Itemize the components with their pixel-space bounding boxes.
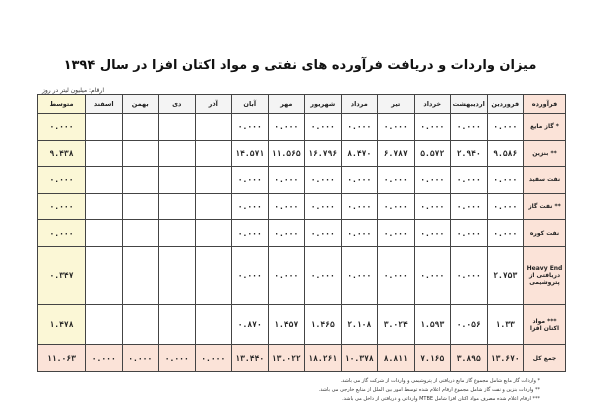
product-cell: جمع کل [524, 345, 566, 372]
table-row [38, 114, 566, 141]
table-row [38, 193, 566, 220]
value-cell [122, 114, 159, 141]
value-cell: ۰.۰۰۰ [305, 114, 342, 141]
unit-note: ارقام: میلیون لیتر در روز [42, 87, 104, 94]
page-title: میزان واردات و دریافت فرآورده های نفتی و مواد اکتان افزا در سال ۱۳۹۴ [63, 58, 537, 73]
product-cell: Heavy End دریافتی از پتروشیمی [524, 246, 566, 305]
column-header-month: خرداد [414, 95, 451, 114]
value-cell: ۳.۰۲۴ [378, 305, 415, 345]
footnote: * واردات گاز مایع شامل مجموع گاز مایع دریافتی از پتروشیمی و واردات از شرکت گاز می باشد. [340, 378, 540, 384]
value-cell: ۰.۰۰۰ [341, 114, 378, 141]
value-cell: ۰.۰۰۰ [159, 345, 196, 372]
value-cell: ۰.۰۰۰ [378, 114, 415, 141]
value-cell: ۰.۰۰۰ [451, 114, 488, 141]
value-cell: ۱۳.۴۴۰ [232, 345, 269, 372]
value-cell: ۳.۸۹۵ [451, 345, 488, 372]
value-cell: ۰.۰۰۰ [268, 220, 305, 247]
value-cell [86, 114, 123, 141]
value-cell: ۰.۰۰۰ [451, 167, 488, 194]
value-cell [86, 167, 123, 194]
product-cell: ** نفت گاز [524, 193, 566, 220]
column-header-month: آذر [195, 95, 232, 114]
column-header-month: دی [159, 95, 196, 114]
value-cell: ۰.۰۵۶ [451, 305, 488, 345]
total-row [38, 345, 566, 372]
value-cell: ۱۳.۶۷۰ [487, 345, 524, 372]
footnote: *** ارقام اعلام شده مصرف مواد اکتان افزا شامل MTBE وارداتی و دریافتی از داخل می باشد. [342, 396, 540, 402]
value-cell: ۰.۰۰۰ [451, 193, 488, 220]
value-cell: ۰.۰۰۰ [232, 114, 269, 141]
average-cell: ۰.۰۰۰ [38, 193, 86, 220]
product-cell: نفت کوره [524, 220, 566, 247]
average-cell: ۹.۴۳۸ [38, 140, 86, 167]
value-cell [159, 220, 196, 247]
value-cell: ۶.۷۸۷ [378, 140, 415, 167]
value-cell [86, 193, 123, 220]
value-cell: ۰.۰۰۰ [232, 167, 269, 194]
value-cell: ۱۱.۵۶۵ [268, 140, 305, 167]
value-cell: ۰.۰۰۰ [268, 193, 305, 220]
average-cell: ۰.۰۰۰ [38, 114, 86, 141]
product-cell: نفت سفید [524, 167, 566, 194]
value-cell: ۰.۰۰۰ [305, 246, 342, 305]
column-header-month: تیر [378, 95, 415, 114]
value-cell [122, 220, 159, 247]
table-row [38, 246, 566, 305]
average-cell: ۱.۴۷۸ [38, 305, 86, 345]
footnote: ** واردات بنزین و نفت گاز شامل مجموع ارقام اعلام شده توسط امور بین الملل از منابع خارجی می باشد. [318, 387, 540, 393]
value-cell [122, 246, 159, 305]
value-cell: ۰.۰۰۰ [487, 220, 524, 247]
value-cell [86, 220, 123, 247]
column-header-month: فروردین [487, 95, 524, 114]
value-cell [159, 246, 196, 305]
value-cell [159, 114, 196, 141]
value-cell: ۰.۰۰۰ [414, 220, 451, 247]
value-cell [195, 167, 232, 194]
table-row [38, 305, 566, 345]
value-cell [86, 305, 123, 345]
product-cell: ** بنزین [524, 140, 566, 167]
value-cell: ۰.۰۰۰ [487, 193, 524, 220]
value-cell: ۲.۱۰۸ [341, 305, 378, 345]
average-cell: ۰.۰۰۰ [38, 167, 86, 194]
header-row [38, 95, 566, 114]
value-cell: ۰.۰۰۰ [378, 220, 415, 247]
average-cell: ۱۱.۰۶۳ [38, 345, 86, 372]
value-cell [195, 114, 232, 141]
value-cell: ۸.۴۷۰ [341, 140, 378, 167]
table-row [38, 140, 566, 167]
value-cell: ۰.۰۰۰ [305, 167, 342, 194]
value-cell [195, 140, 232, 167]
product-cell: * گاز مایع [524, 114, 566, 141]
column-header-month: بهمن [122, 95, 159, 114]
value-cell: ۰.۰۰۰ [378, 167, 415, 194]
value-cell [122, 140, 159, 167]
column-header-month: مرداد [341, 95, 378, 114]
value-cell [86, 140, 123, 167]
value-cell: ۱.۳۳ [487, 305, 524, 345]
value-cell: ۰.۸۷۰ [232, 305, 269, 345]
value-cell: ۹.۵۸۶ [487, 140, 524, 167]
value-cell: ۰.۰۰۰ [378, 193, 415, 220]
product-cell: *** مواد اکتان افزا [524, 305, 566, 345]
value-cell: ۰.۰۰۰ [341, 193, 378, 220]
value-cell [86, 246, 123, 305]
value-cell [122, 167, 159, 194]
value-cell: ۰.۰۰۰ [232, 246, 269, 305]
value-cell: ۰.۰۰۰ [341, 246, 378, 305]
value-cell: ۰.۰۰۰ [86, 345, 123, 372]
value-cell: ۰.۰۰۰ [268, 114, 305, 141]
column-header-month: شهریور [305, 95, 342, 114]
table-row [38, 220, 566, 247]
value-cell: ۰.۰۰۰ [414, 246, 451, 305]
value-cell [195, 246, 232, 305]
value-cell [195, 220, 232, 247]
value-cell [159, 167, 196, 194]
table-row [38, 167, 566, 194]
column-header-month: اسفند [86, 95, 123, 114]
value-cell [195, 305, 232, 345]
value-cell: ۰.۰۰۰ [451, 246, 488, 305]
column-header-product: فرآورده [524, 95, 566, 114]
value-cell: ۰.۰۰۰ [414, 114, 451, 141]
value-cell: ۰.۰۰۰ [451, 220, 488, 247]
column-header-month: مهر [268, 95, 305, 114]
value-cell: ۱۳.۰۲۲ [268, 345, 305, 372]
value-cell [122, 193, 159, 220]
value-cell: ۰.۰۰۰ [341, 220, 378, 247]
value-cell: ۰.۰۰۰ [268, 246, 305, 305]
value-cell [159, 305, 196, 345]
value-cell: ۰.۰۰۰ [378, 246, 415, 305]
value-cell: ۱۶.۷۹۶ [305, 140, 342, 167]
data-table [37, 94, 566, 372]
value-cell: ۱.۴۵۷ [268, 305, 305, 345]
value-cell: ۰.۰۰۰ [487, 167, 524, 194]
value-cell [159, 140, 196, 167]
value-cell: ۰.۰۰۰ [232, 220, 269, 247]
value-cell [195, 193, 232, 220]
average-cell: ۰.۰۰۰ [38, 220, 86, 247]
value-cell: ۱.۴۶۵ [305, 305, 342, 345]
value-cell: ۱۰.۳۷۸ [341, 345, 378, 372]
value-cell: ۰.۰۰۰ [232, 193, 269, 220]
value-cell: ۰.۰۰۰ [341, 167, 378, 194]
value-cell: ۸.۸۱۱ [378, 345, 415, 372]
value-cell: ۰.۰۰۰ [414, 167, 451, 194]
value-cell [159, 193, 196, 220]
value-cell: ۱.۵۹۳ [414, 305, 451, 345]
column-header-month: اردیبهشت [451, 95, 488, 114]
value-cell: ۱۴.۵۷۱ [232, 140, 269, 167]
value-cell [122, 305, 159, 345]
value-cell: ۰.۰۰۰ [268, 167, 305, 194]
value-cell: ۰.۰۰۰ [305, 220, 342, 247]
value-cell: ۰.۰۰۰ [195, 345, 232, 372]
average-cell: ۰.۳۴۷ [38, 246, 86, 305]
value-cell: ۲.۹۴۰ [451, 140, 488, 167]
value-cell: ۰.۰۰۰ [122, 345, 159, 372]
value-cell: ۰.۰۰۰ [487, 114, 524, 141]
value-cell: ۰.۰۰۰ [414, 193, 451, 220]
value-cell: ۷.۱۶۵ [414, 345, 451, 372]
column-header-average: متوسط [38, 95, 86, 114]
column-header-month: آبان [232, 95, 269, 114]
value-cell: ۰.۰۰۰ [305, 193, 342, 220]
value-cell: ۵.۵۷۲ [414, 140, 451, 167]
value-cell: ۲.۷۵۳ [487, 246, 524, 305]
footnotes [319, 377, 540, 404]
value-cell: ۱۸.۲۶۱ [305, 345, 342, 372]
